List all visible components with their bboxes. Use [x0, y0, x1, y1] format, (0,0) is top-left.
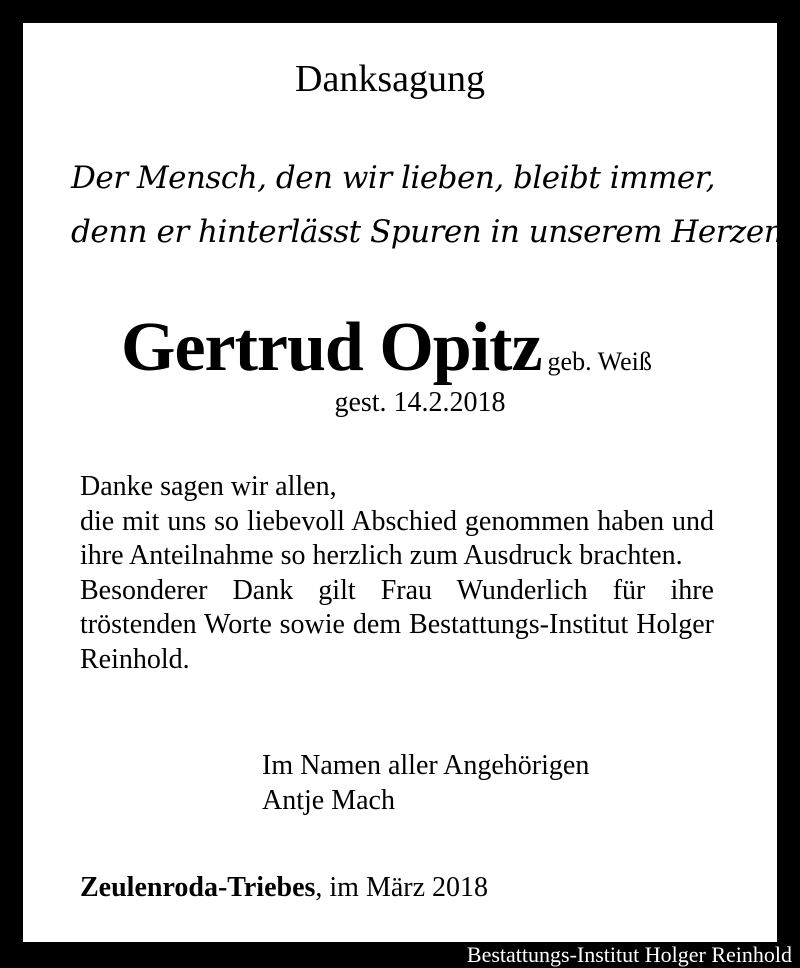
death-date: gest. 14.2.2018 [334, 387, 506, 418]
motto-quote [71, 151, 793, 259]
thanks-paragraph: die mit uns so liebevoll Abschied genommen haben und ihre Anteilnahme so herzlich zum Ausdruck brachten. [80, 505, 714, 571]
motto-line: denn er hinterlässt Spuren in unserem Herzen. [71, 214, 793, 250]
notice-date: , im März 2018 [315, 872, 489, 903]
motto-line: Der Mensch, den wir lieben, bleibt immer, [71, 160, 716, 196]
signature-line: Im Namen aller Angehörigen [262, 750, 590, 781]
place-name: Zeulenroda-Triebes [80, 872, 316, 903]
obituary-card [23, 23, 793, 942]
deceased-name: Gertrud Opitz [121, 309, 542, 386]
birth-name: geb. Weiß [547, 347, 652, 376]
thanks-greeting: Danke sagen wir allen, [80, 471, 337, 502]
deceased-name-row [121, 308, 652, 388]
thanks-paragraph: Besonderer Dank gilt Frau Wunderlich für ihre tröstenden Worte sowie dem Bestattungs-Institut Holger Reinhold. [80, 574, 714, 675]
thanks-text [80, 470, 714, 677]
place-date [80, 871, 488, 905]
signature-name: Antje Mach [262, 785, 395, 816]
signature-block [262, 748, 589, 818]
footer-credit: Bestattungs-Institut Holger Reinhold [466, 942, 792, 967]
notice-title: Danksagung [295, 58, 485, 100]
